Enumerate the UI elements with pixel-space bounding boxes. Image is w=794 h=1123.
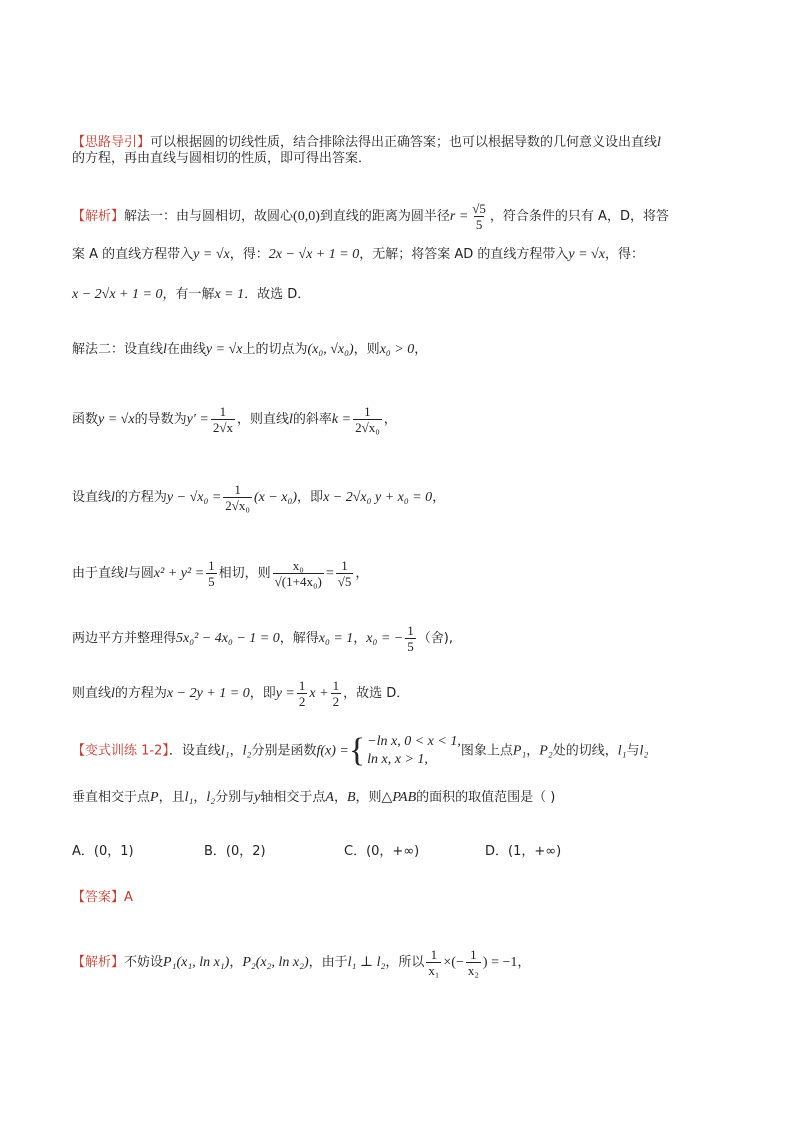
- text: 相切，则: [218, 566, 271, 581]
- text: ，: [355, 566, 369, 581]
- text: ，符合条件的只有 A，D，将答: [489, 209, 669, 224]
- line-l1: l₁: [184, 790, 194, 805]
- point-p2: P₂(x₂, ln x₂): [242, 955, 309, 970]
- text: ，故选 D．: [343, 686, 410, 701]
- fraction: [206, 558, 217, 589]
- denominator: 2√x₀: [225, 498, 250, 513]
- numerator: √5: [472, 201, 486, 216]
- line-var: l: [163, 342, 167, 357]
- text: 则直线: [72, 686, 112, 701]
- fraction: [426, 947, 441, 978]
- numerator: 1: [332, 678, 340, 693]
- denominator: 5: [407, 639, 414, 654]
- equation: x − 2y + 1 = 0: [166, 686, 250, 701]
- line-l2: l₂: [206, 790, 216, 805]
- case-1: −ln x, 0 < x < 1,: [367, 734, 461, 749]
- text: ，: [229, 743, 243, 759]
- numerator: x₀: [292, 558, 304, 573]
- numerator: 1: [234, 482, 241, 497]
- text: 解法二：设直线: [72, 342, 164, 357]
- text: ．故选 D．: [244, 287, 311, 302]
- text: ，即: [297, 490, 324, 505]
- equation: x = 1: [214, 287, 245, 302]
- text: ，由于: [308, 955, 348, 970]
- text: 的斜率: [292, 412, 332, 427]
- option-a: A．(0，1): [72, 844, 134, 859]
- variant-line-1: [72, 733, 648, 769]
- function-name: f(x) =: [316, 743, 349, 759]
- text: 到直线的距离为圆半径: [319, 209, 450, 224]
- line-l1: l₁: [220, 743, 230, 759]
- numerator: 1: [219, 404, 227, 419]
- radius-var: r =: [449, 209, 469, 224]
- hint-line-2: [72, 149, 371, 169]
- equation: ×(−: [443, 955, 464, 970]
- analysis2-line: [72, 947, 530, 978]
- text: 垂直相交于点: [72, 790, 151, 805]
- text: 案 A 的直线方程带入: [72, 247, 194, 262]
- line-var: l: [111, 490, 115, 505]
- variant-tag: 【变式训练 1-2】: [72, 743, 169, 759]
- equation: k =: [331, 412, 352, 427]
- text: ，: [193, 790, 207, 805]
- numerator: 1: [208, 558, 215, 573]
- text: ，得：: [604, 247, 644, 262]
- equation: y − √x₀ =: [166, 490, 222, 505]
- text: ．设直线: [168, 743, 221, 759]
- equation: 2x − √x + 1 = 0: [268, 247, 360, 262]
- equation: (x − x₀): [253, 490, 298, 505]
- piecewise-function: [349, 733, 461, 769]
- text: ，: [383, 412, 397, 427]
- radius-fraction: [470, 201, 488, 232]
- equation: x₀ = 1: [318, 631, 354, 646]
- numerator: 1: [407, 623, 414, 638]
- text: ，: [517, 955, 531, 970]
- answer-tag: 【答案】: [72, 890, 125, 905]
- denominator: 2√x₀: [355, 420, 380, 435]
- text: 图象上点: [460, 743, 513, 759]
- equals: =: [325, 566, 334, 581]
- text: 的方程为: [114, 686, 167, 701]
- option-d: D．(1，+∞): [485, 844, 562, 859]
- text: ，即: [249, 686, 276, 701]
- analysis1-tag: 【解析】: [72, 209, 125, 224]
- text: ，则直线: [236, 412, 289, 427]
- brace-glyph: {: [348, 732, 366, 769]
- text: 函数: [72, 412, 99, 427]
- method2-line-3: [72, 482, 445, 513]
- method2-line-1: [72, 340, 427, 360]
- equation: y = √x: [193, 247, 230, 262]
- analysis2-tag: 【解析】: [72, 955, 125, 970]
- denominator: 2: [332, 694, 340, 709]
- text: 的方程为: [114, 490, 167, 505]
- numerator: 1: [470, 947, 477, 962]
- fraction: [211, 404, 235, 435]
- text: 设直线: [72, 490, 112, 505]
- analysis1-line-2: [72, 245, 644, 265]
- variant-line-2: [72, 788, 555, 808]
- equation: y = √x: [98, 412, 135, 427]
- fraction: [353, 404, 382, 435]
- equation: x₀ > 0: [379, 342, 415, 357]
- text: 解法一：由与圆相切，故圆心: [124, 209, 294, 224]
- text: 不妨设: [124, 955, 164, 970]
- text: ，: [353, 631, 367, 646]
- equation: y =: [275, 686, 295, 701]
- fraction: [297, 678, 308, 709]
- cases: [367, 733, 461, 769]
- denominator: 2: [298, 694, 306, 709]
- method2-line-5: [72, 623, 453, 654]
- text: （舍),: [417, 631, 453, 646]
- text: 与: [626, 743, 640, 759]
- denominator: √(1+4x₀): [274, 574, 322, 589]
- line-var: l: [288, 412, 293, 427]
- text: ，: [229, 955, 243, 970]
- analysis1-line-3: [72, 285, 310, 305]
- equation: x +: [309, 686, 329, 701]
- fraction: [223, 482, 252, 513]
- text: ，: [432, 490, 446, 505]
- line-l2: l₂: [639, 743, 649, 759]
- text: ，所以: [385, 955, 425, 970]
- y-axis-var: y: [254, 790, 261, 805]
- equation: x² + y² =: [153, 566, 205, 581]
- equation: x₀ = −: [366, 631, 404, 646]
- point-p1: P₁: [512, 743, 527, 759]
- point-p1: P₁(x₁, ln x₁): [163, 955, 230, 970]
- text: 在曲线: [166, 342, 206, 357]
- text: 轴相交于点: [260, 790, 326, 805]
- perpendicular: l₁ ⊥ l₂: [347, 955, 386, 970]
- line-l1: l₁: [617, 743, 627, 759]
- hint-tag: 【思路导引】: [72, 135, 151, 150]
- text: ，解得: [279, 631, 319, 646]
- text: ，无解；将答案 AD 的直线方程带入: [359, 247, 569, 262]
- option-c: C．(0，+∞): [344, 844, 420, 859]
- answer-value: A: [124, 890, 133, 905]
- text: 与圆: [127, 566, 154, 581]
- text: 由于直线: [72, 566, 125, 581]
- equation: y = √x: [205, 342, 243, 357]
- text: 两边平方并整理得: [72, 631, 177, 646]
- line-var: l: [111, 686, 115, 701]
- method2-line-4: [72, 558, 368, 589]
- answer-line: [72, 888, 133, 908]
- point-b: B: [346, 790, 356, 805]
- denominator: 5: [475, 217, 483, 232]
- numerator: 1: [298, 678, 306, 693]
- equation: 5x₀² − 4x₀ − 1 = 0: [176, 631, 280, 646]
- hint-text-2: 的方程，再由直线与圆相切的性质，即可得出答案．: [72, 151, 372, 166]
- text: 分别是函数: [251, 743, 317, 759]
- point-a: A: [325, 790, 334, 805]
- denominator: x₁: [428, 963, 440, 978]
- equation: x − 2√x + 1 = 0: [72, 287, 163, 302]
- circle-center: (0,0): [293, 209, 320, 224]
- denominator: √5: [337, 574, 352, 589]
- line-l2: l₂: [242, 743, 252, 759]
- text: 的导数为: [134, 412, 187, 427]
- hint-var: l: [657, 135, 661, 150]
- fraction: [405, 623, 416, 654]
- point-p2: P₂: [539, 743, 553, 759]
- text: ，则: [353, 342, 380, 357]
- text: ，且: [158, 790, 185, 805]
- equation: x − 2√x₀ y + x₀ = 0: [323, 490, 433, 505]
- equation: ) = −1: [482, 955, 518, 970]
- line-var: l: [124, 566, 128, 581]
- triangle: △PAB: [381, 790, 417, 805]
- method2-line-2: [72, 404, 397, 435]
- method2-line-6: [72, 678, 409, 709]
- numerator: 1: [341, 558, 348, 573]
- text: 的面积的取值范围是（ ): [416, 790, 556, 805]
- denominator: x₂: [467, 963, 479, 978]
- fraction: [273, 558, 324, 589]
- text: ，: [414, 342, 428, 357]
- text: ，有一解: [162, 287, 215, 302]
- analysis1-line-1: [72, 201, 669, 232]
- denominator: 2√x: [212, 420, 233, 435]
- text: 分别与: [215, 790, 255, 805]
- denominator: 5: [208, 574, 215, 589]
- text: ，: [333, 790, 347, 805]
- text: ，则: [355, 790, 382, 805]
- tangent-point: (x₀, √x₀): [307, 342, 354, 357]
- numerator: 1: [430, 947, 438, 962]
- point-p: P: [150, 790, 159, 805]
- text: 上的切点为: [242, 342, 308, 357]
- fraction: [336, 558, 354, 589]
- equation: y = √x: [568, 247, 605, 262]
- text: ，得：: [229, 247, 269, 262]
- text: 处的切线，: [552, 743, 618, 759]
- option-b: B．(0，2): [204, 844, 266, 859]
- fraction: [331, 678, 342, 709]
- fraction: [466, 947, 481, 978]
- hint-text-1: 可以根据圆的切线性质，结合排除法得出正确答案；也可以根据导数的几何意义设出直线: [150, 135, 658, 150]
- equation: y′ =: [186, 412, 209, 427]
- case-2: ln x, x > 1,: [367, 752, 428, 767]
- numerator: 1: [364, 404, 371, 419]
- text: ，: [526, 743, 540, 759]
